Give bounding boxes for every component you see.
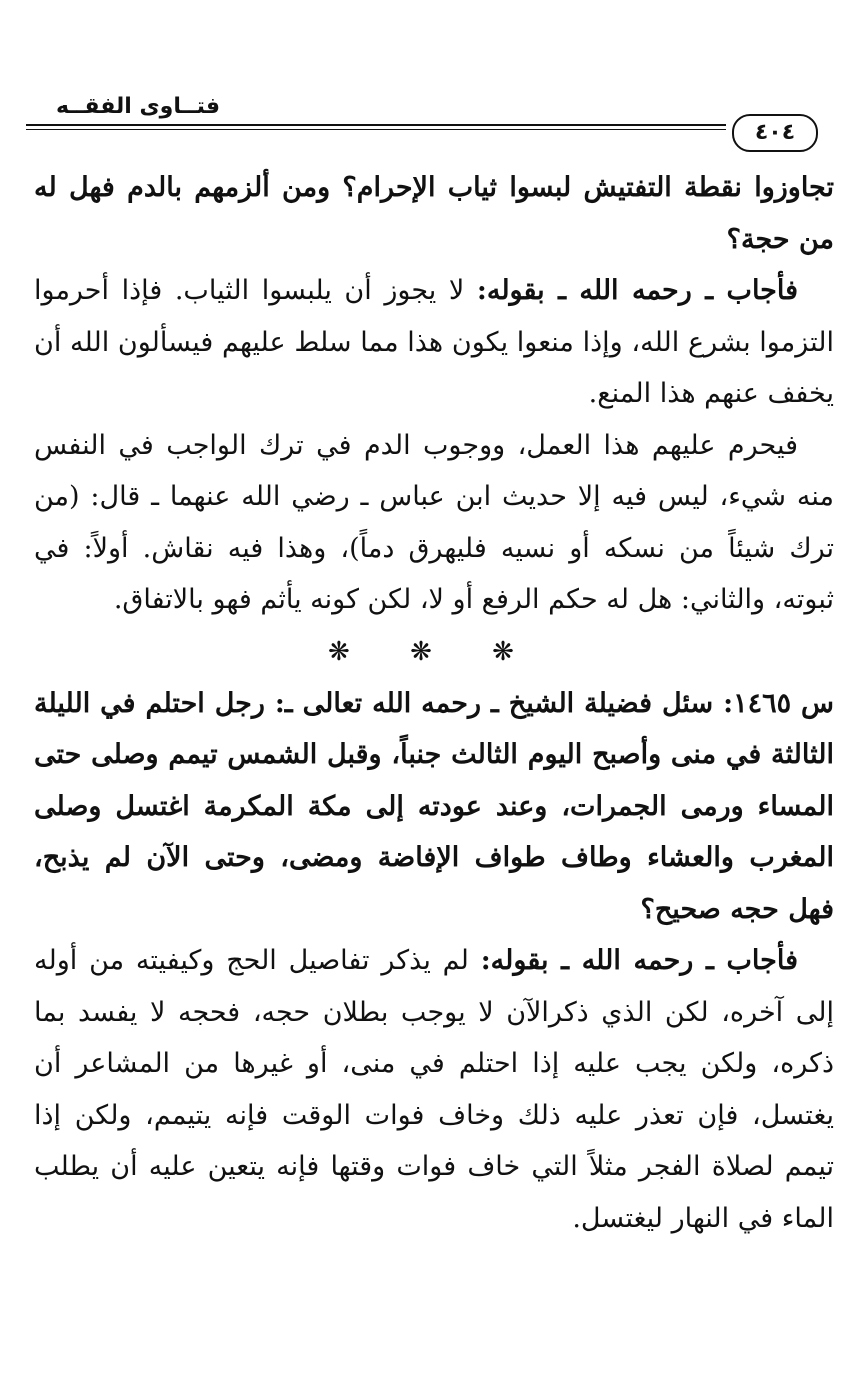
page-header <box>20 88 846 158</box>
answer-paragraph <box>34 265 834 420</box>
question-tail: تجاوزوا نقطة التفتيش لبسوا ثياب الإحرام؟ ومن ألزمهم بالدم فهل له من حجة؟ <box>34 172 834 255</box>
question-number: س ١٤٦٥: <box>723 687 835 719</box>
answer-text: لا يجوز أن يلبسوا الثياب. فإذا أحرموا التزموا بشرع الله، وإذا منعوا يكون هذا مما سلط عليهم فيسألون الله أن يخفف عنهم هذا المنع. <box>34 275 834 409</box>
header-rule <box>26 124 726 126</box>
book-title: فتــاوى الفقــه <box>56 94 221 119</box>
section-separator: ❋ ❋ ❋ <box>328 636 540 667</box>
question-text: سئل فضيلة الشيخ ـ رحمه الله تعالى ـ: رجل احتلم في الليلة الثالثة في منى وأصبح اليوم الثالث جنباً، وقبل الشمس تيمم وصلى حتى المساء ورمى الجمرات، وعند عودته إلى مكة المكرمة اغتسل وصلى المغرب والعشاء وطاف طواف الإفاضة ومضى، وحتى الآن لم يذبح، فهل حجه صحيح؟ <box>34 687 834 925</box>
answer-paragraph-3 <box>34 935 834 1244</box>
question-paragraph <box>34 678 834 936</box>
page-number: ٤٠٤ <box>732 114 818 152</box>
answer-lead: فأجاب ـ رحمه الله ـ بقوله: <box>476 275 798 306</box>
header-rule-thin <box>26 129 726 130</box>
answer-lead-2: فأجاب ـ رحمه الله ـ بقوله: <box>480 945 798 976</box>
answer-text-2: لم يذكر تفاصيل الحج وكيفيته من أوله إلى آخره، لكن الذي ذكرالآن لا يوجب بطلان حجه، فحجه لا يفسد بما ذكره، ولكن يجب عليه إذا احتلم في منى، أو غيرها من المشاعر أن يغتسل، فإن تعذر عليه ذلك وخاف فوات الوقت فإنه يتيمم، ولكن إذا تيمم لصلاة الفجر مثلاً التي خاف فوات وقتها فإنه يتعين عليه أن يطلب الماء في النهار ليغتسل. <box>34 945 834 1234</box>
answer-paragraph-2: فيحرم عليهم هذا العمل، ووجوب الدم في ترك الواجب في النفس منه شيء، ليس فيه إلا حديث ابن عباس ـ رضي الله عنهما ـ قال: (من ترك شيئاً من نسكه أو نسيه فليهرق دماً)، وهذا فيه نقاش. أولاً: في ثبوته، والثاني: هل له حكم الرفع أو لا، لكن كونه يأثم فهو بالاتفاق. <box>34 429 834 615</box>
page-body <box>34 162 834 1244</box>
